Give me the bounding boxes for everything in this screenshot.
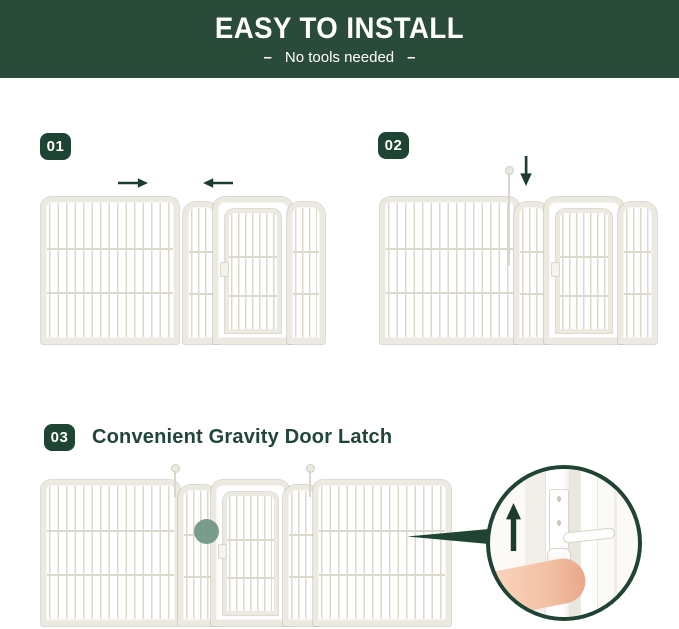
door-post (581, 469, 597, 617)
frame-edge-line (614, 469, 617, 617)
arrow-up-icon (506, 503, 521, 551)
subtitle-dash-right: – (407, 49, 416, 66)
fence-door-panel (211, 480, 290, 626)
step-3-title: Convenient Gravity Door Latch (92, 426, 393, 448)
step-3-badge: 03 (44, 424, 75, 451)
magnifier-circle (486, 465, 642, 621)
pin-rod (174, 471, 176, 497)
subtitle-dash-left: – (263, 49, 272, 66)
fence-panel-large (41, 480, 180, 626)
pin-rod (309, 471, 311, 497)
step-2-badge: 02 (378, 132, 409, 159)
page-title: EASY TO INSTALL (214, 12, 465, 45)
latch-marker-dot (194, 519, 219, 544)
subtitle-text: No tools needed (284, 49, 395, 66)
pin-rod (508, 173, 510, 265)
fence-door (223, 492, 278, 615)
door-latch-tab (218, 544, 227, 559)
fence-panel-large (313, 480, 451, 626)
step-1-badge: 01 (40, 133, 71, 160)
